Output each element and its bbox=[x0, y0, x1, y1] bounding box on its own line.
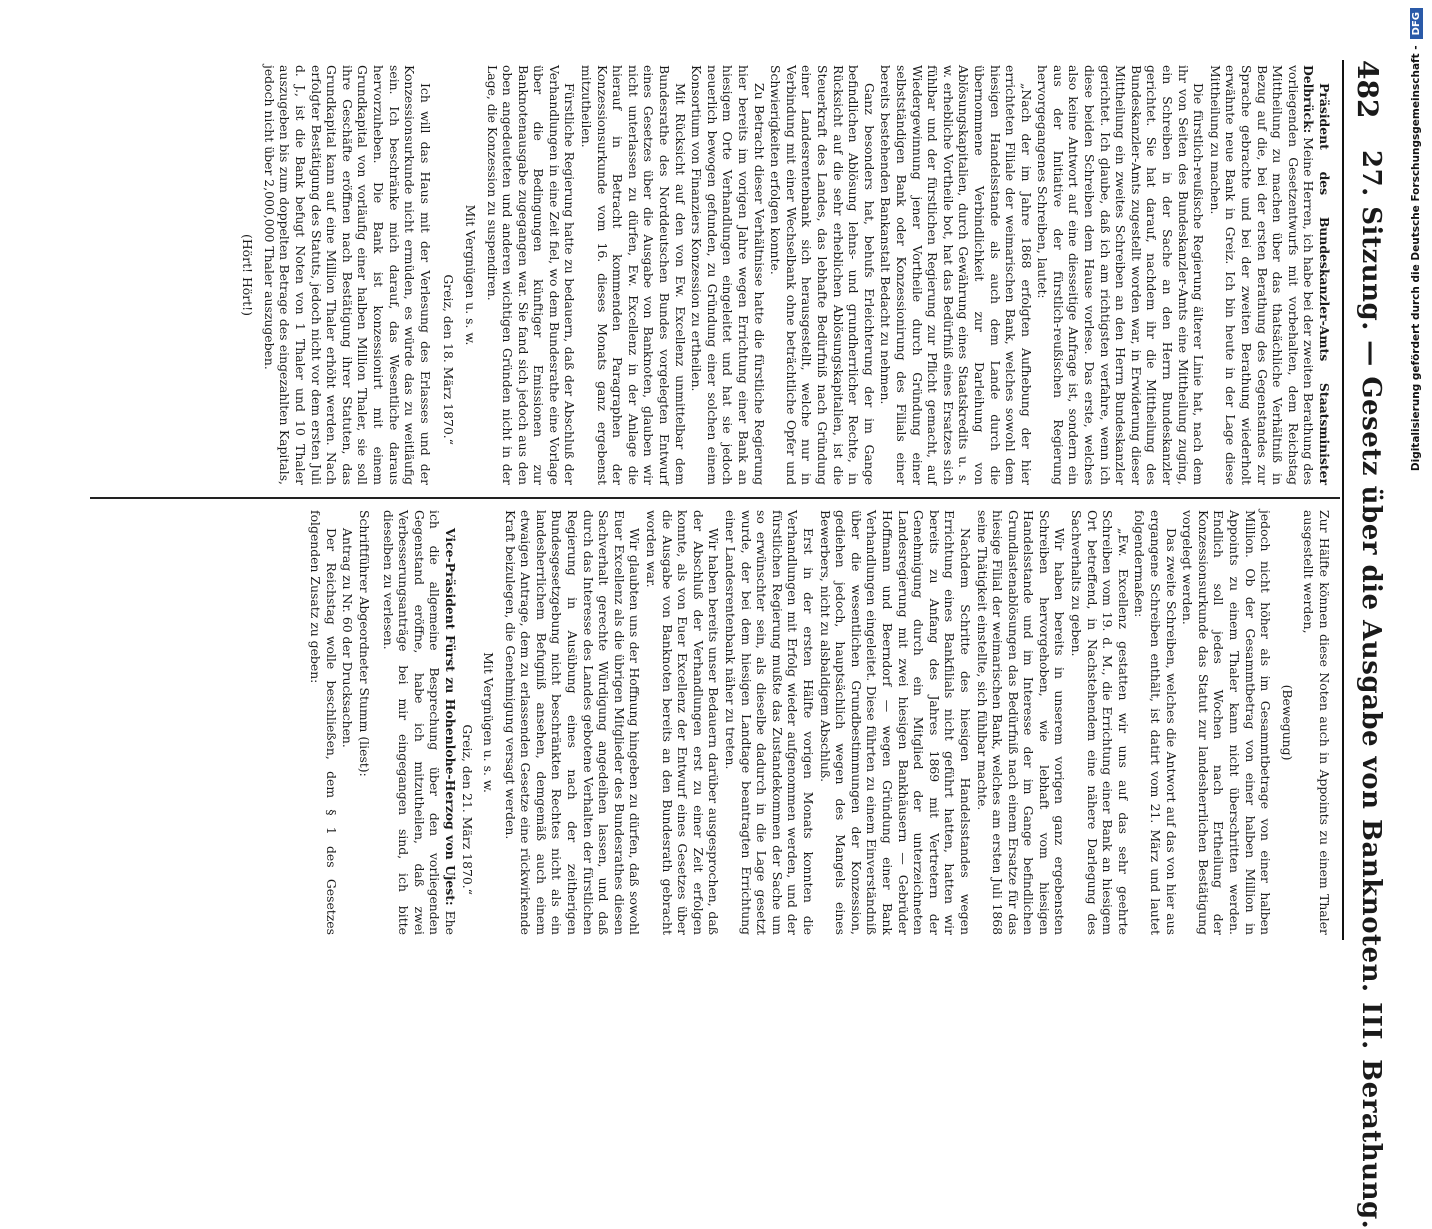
paragraph bbox=[1069, 510, 1131, 935]
paragraph bbox=[1132, 510, 1179, 935]
paragraph-text: Mit Rücksicht auf den von Ew. Excellenz unmittelbar dem Bundesrathe des Norddeutschen Bundes vorgelegten Entwurf eines Gesetzes über die Ausgabe von Banknoten, glauben wir nicht unterlassen zu dürfen, Ew. Excellenz in der Anlage die hierauf in Betracht kommenden Paragraphen der Konzessionsurkunde vom 16. dieses Monats ganz ergebenst mitzutheilen. bbox=[579, 65, 688, 485]
paragraph-text: jedoch nicht höher als im Gesammtbetrage von einer halben Million. Ob der Gesammtbetrag von einer halben Million in Appoints zu einem Thaler kann nicht überschritten werden. Endlich soll jedes Wochen nach Ertheilung der Konzessionsurkunde das Statut zur landesherrlichen Bestätigung vorgelegt werden. bbox=[1180, 510, 1274, 935]
right-text-column bbox=[307, 510, 1332, 935]
paragraph-text: Mit Vergnügen u. s. w. bbox=[462, 204, 478, 346]
paragraph bbox=[643, 510, 721, 935]
paragraph-text: Fürstliche Regierung hatte zu bedauern, daß der Abschluß der Verhandlungen in eine Zeit fiel, wo dem Bundesrathe eine Vorlage über die Bedingungen künftiger Emissionen zur Banknotenausgabe zugegangen war. Sie fand sich jedoch aus den oben angedeuteten und anderen wichtigen Gründen nicht in der Lage, die Konzession zu suspendiren. bbox=[484, 65, 578, 485]
paragraph-text: Mit Vergnügen u. s. w. bbox=[481, 652, 497, 793]
paragraph bbox=[459, 510, 475, 895]
paragraph bbox=[356, 510, 372, 935]
paragraph-text: Erst in der ersten Hälfte vorigen Monats konnten die Verhandlungen mit Erfolg wieder aufgenommen werden, und der fürstlichen Regierung mußte das Zustandekommen der Sache um so erwünschter sein, als dieselbe dadurch in die Lage gesetzt wurde, der bei dem hiesigen Landtage beantragten Errichtung einer Landesrentenbank näher zu treten. bbox=[723, 510, 816, 935]
paragraph bbox=[462, 65, 478, 485]
paragraph-text: Der Reichstag wolle beschließen, dem § 1 des Gesetzes folgenden Zusatz zu geben: bbox=[308, 510, 339, 935]
paragraph-text: (Hört! Hört!) bbox=[240, 234, 256, 316]
paragraph bbox=[340, 510, 356, 935]
paragraph bbox=[1301, 510, 1332, 935]
paragraph bbox=[484, 65, 578, 485]
paragraph-text: Schriftführer Abgeordneter Stumm (liest): bbox=[356, 510, 372, 777]
speaker-name: Präsident des Bundeskanzler-Amts Staatsminister Delbrück: bbox=[1301, 65, 1332, 485]
paragraph bbox=[1207, 65, 1332, 485]
paragraph-text: „Ew. Excellenz gestatten wir uns auf das sehr geehrte Schreiben vom 19. d. M., die Errichtung einer Bank an hiesigem Ort betreffend, in Nachstehendem eine nähere Darlegung des Sachverhalts zu geben. bbox=[1069, 510, 1131, 935]
paragraph-text: Greiz, den 21. März 1870.“ bbox=[459, 724, 475, 895]
paragraph-text: Die fürstlich-reußische Regierung älterer Linie hat, nach dem ihr von Seiten des Bundeskanzler-Amts eine Mittheilung zuging, ein Schreiben in der Sache an den Herrn Bundeskanzler gerichtet. Sie hat darauf, nachdem ihr die Mittheilung des Bundeskanzler-Amts zugestellt worden war, in Erwiderung dieser Mittheilung ein zweites Schreiben an den Herrn Bundeskanzler gerichtet. Ich glaube, daß ich am richtigsten verfahre, wenn ich diese beiden Schreiben dem Hause vorlese. Das erste, welches also keine Antwort auf eine diesseitige Anfrage ist, sondern ein aus der Initiative der fürstlich-reußischen Regierung hervorgegangenes Schreiben, lautet: bbox=[1035, 65, 1207, 485]
paragraph bbox=[481, 510, 497, 935]
left-text-column bbox=[234, 65, 1332, 485]
paragraph bbox=[380, 510, 458, 935]
paragraph-text: Greiz, den 18. März 1870.“ bbox=[441, 274, 457, 445]
paragraph bbox=[722, 510, 816, 935]
paragraph bbox=[1279, 510, 1295, 935]
paragraph bbox=[441, 65, 457, 445]
paragraph-text: „Nach der im Jahre 1868 erfolgten Aufhebung der hier errichteten Filiale der weimarischen Bank, welches sowohl dem hiesigen Handelsstande als auch dem Lande durch die übernommene Verbindlichkeit zur Darleihung von Ablösungskapitalien, durch Gewährung eines Staatskredits u. s. w. erhebliche Vortheile bot, hat das Bedürfniß eines Ersatzes sich fühlbar und der fürstlichen Regierung zur Pflicht gemacht, auf Wiedergewinnung jener Vortheile durch Gründung einer selbstständigen Bank oder Konzessionirung des Filials einer bereits bestehenden Bankanstalt Bedacht zu nehmen. bbox=[878, 65, 1034, 485]
paragraph bbox=[240, 65, 256, 485]
paragraph-text: Das zweite Schreiben, welches die Antwort auf das von hier aus ergangene Schreiben enthält, ist datirt vom 21. März und lautet folgendermaßen: bbox=[1132, 510, 1179, 935]
page-header bbox=[1342, 60, 1392, 1229]
paragraph bbox=[261, 65, 433, 485]
paragraph-text: Wir haben bereits unser Bedauern darüber ausgesprochen, daß der Abschluß der Verhandlungen erst zu einer Zeit erfolgen konnte, als von Euer Excellenz der Entwurf eines Gesetzes über die Ausgabe von Banknoten bereits an den Bundesrath gebracht worden war. bbox=[644, 510, 722, 935]
paragraph bbox=[1180, 510, 1274, 935]
paragraph-text: (Bewegung) bbox=[1279, 684, 1295, 761]
paragraph-text: Ich will das Haus mit der Verlesung des Erlasses und der Konzessionsurkunde nicht ermüden, es würde das zu weitläufig sein. Ich beschränke mich darauf, das Wesentliche daraus hervorzuheben. Die Bank ist konzessionirt mit einem Grundkapital von vorläufig einer halben Million Thaler, sie soll ihre Geschäfte eröffnen nach Bestätigung ihrer Statuten, das Grundkapital kann auf eine Million Thaler erhöht werden. Nach erfolgter Bestätigung des Statuts, jedoch nicht vor dem ersten Juli d. J., ist die Bank befugt Noten von 1 Thaler und 10 Thaler auszugeben bis zum doppelten Betrage des eingezahlten Kapitals, jedoch nicht über 2,000,000 Thaler auszugeben. bbox=[261, 65, 433, 485]
paragraph bbox=[878, 65, 1034, 485]
paragraph bbox=[768, 65, 877, 485]
paragraph-text: Ehe ich die allgemeine Besprechung über den vorliegenden Gegenstand eröffne, habe ich mitzutheilen, daß zwei Verbesserungsanträge bei mir eingegangen sind, ich bitte dieselben zu verlesen. bbox=[380, 510, 458, 935]
paragraph bbox=[579, 65, 688, 485]
paragraph-text: Wir glaubten uns der Hoffnung hingeben zu dürfen, daß sowohl Euer Excellenz als die übrigen Mitglieder des Bundesrathes diesen Sachverhalt gerechte Würdigung angedeihen lassen, und daß durch das Interesse des Landes gebotene Verhalten der fürstlichen Regierung in Ausübung eines nach der zeitherigen Bundesgesetzgebung nicht beschränkten Rechtes nicht als ein landesherrlichem Befugniß ansehen, demgemäß auch einem etwaigen Antrage, dem zu erlassenden Gesetze eine rückwirkende Kraft beizulegen, die Genehmigung versagt werden. bbox=[502, 510, 643, 935]
paragraph bbox=[1035, 65, 1207, 485]
page-number: 482 bbox=[1351, 60, 1384, 119]
paragraph-text: Meine Herren, ich habe bei der zweiten Berathung des vorliegenden Gesetzentwurfs mit vorbehalten, dem Reichstag Mittheilung zu machen über das thatsächliche Verhältniß in Bezug auf die, bei der ersten Berathung des Gegenstandes zur Sprache gebrachte und bei der zweiten Berathung wiederholt erwähnte neue Bank in Greiz. Ich bin heute in der Lage diese Mittheilung zu machen. bbox=[1207, 65, 1317, 485]
paragraph bbox=[308, 510, 339, 935]
paragraph bbox=[689, 65, 767, 485]
paragraph bbox=[974, 510, 1068, 935]
paragraph-text: Zu Betracht dieser Verhältnisse hatte die fürstliche Regierung hier bereits im vorigen Jahre wegen Errichtung einer Bank an hiesigem Orte Verhandlungen eingeleitet und hat sie jedoch neuerlich bewogen gefunden, zu Gründung einer solchen einem Konsortium von Finanziers Konzession zu ertheilen. bbox=[689, 65, 767, 485]
digitization-credit-text: Digitalisierung gefördert durch die Deutsche Forschungsgemeinschaft - bbox=[1410, 45, 1422, 472]
paragraph-text: Wir haben bereits in unserem vorigen ganz ergebensten Schreiben hervorgehoben, wie lebhaft vom hiesigen Handelsstande und im Interesse der im Gange befindlichen Grundlastenablösungen das Bedürfniß nach einem Ersatze für das hiesige Filial der weimarischen Bank, welches am ersten Juli 1868 seine Thätigkeit einstellte, sich fühlbar machte. bbox=[974, 510, 1068, 935]
digitization-credit bbox=[1405, 8, 1427, 992]
paragraph-text: Ganz besonders hat, behufs Erleichterung der im Gange befindlichen Ablösung lehns- und grundherrlicher Rechte, in Rücksicht auf die sehr erheblichen Ablösungskapitalien, ist die Steuerkraft des Landes, das lebhafte Bedürfniß nach Gründung einer Landesrentenbank sich herausgestellt, welche nur in Verbindung mit einer Wechselbank ohne beträchtliche Opfer und Schwierigkeiten erfolgen konnte. bbox=[768, 65, 877, 485]
speaker-name: Vice-Präsident Fürst zu Hohenlohe-Herzog von Ujest: bbox=[442, 528, 458, 906]
paragraph bbox=[502, 510, 642, 935]
paragraph-text: Nachdem Schritte des hiesigen Handelsstandes wegen Errichtung eines Bankfilials nicht geführt hatten, hatten wir bereits zu Anfang des Jahres 1869 mit Vertretern der Genehmigung durch ein Mitglied der unterzeichneten Landesregierung mit zwei hiesigen Bankhäusern — Gebrüder Hoffmann und Beerndorf — wegen Gründung einer Bank Verhandlungen eingeleitet. Diese führten zu einem Einverständniß über die wesentlichen Grundbestimmungen der Konzession, gediehen jedoch, hauptsächlich wegen des Mangels eines Bewerbers, nicht zu alsbaldigem Abschluß. bbox=[817, 510, 973, 935]
paragraph-text: Zur Hälfte können diese Noten auch in Appoints zu einem Thaler ausgestellt werden, bbox=[1301, 510, 1332, 935]
running-head: 27. Sitzung. — Gesetz über die Ausgabe von Banknoten. III. Berathung. bbox=[1356, 150, 1386, 1229]
column-divider bbox=[90, 497, 1340, 499]
dfg-logo: DFG bbox=[1410, 8, 1423, 39]
paragraph bbox=[817, 510, 973, 935]
paragraph-text: Antrag zu Nr. 60 der Drucksachen. bbox=[340, 528, 356, 748]
